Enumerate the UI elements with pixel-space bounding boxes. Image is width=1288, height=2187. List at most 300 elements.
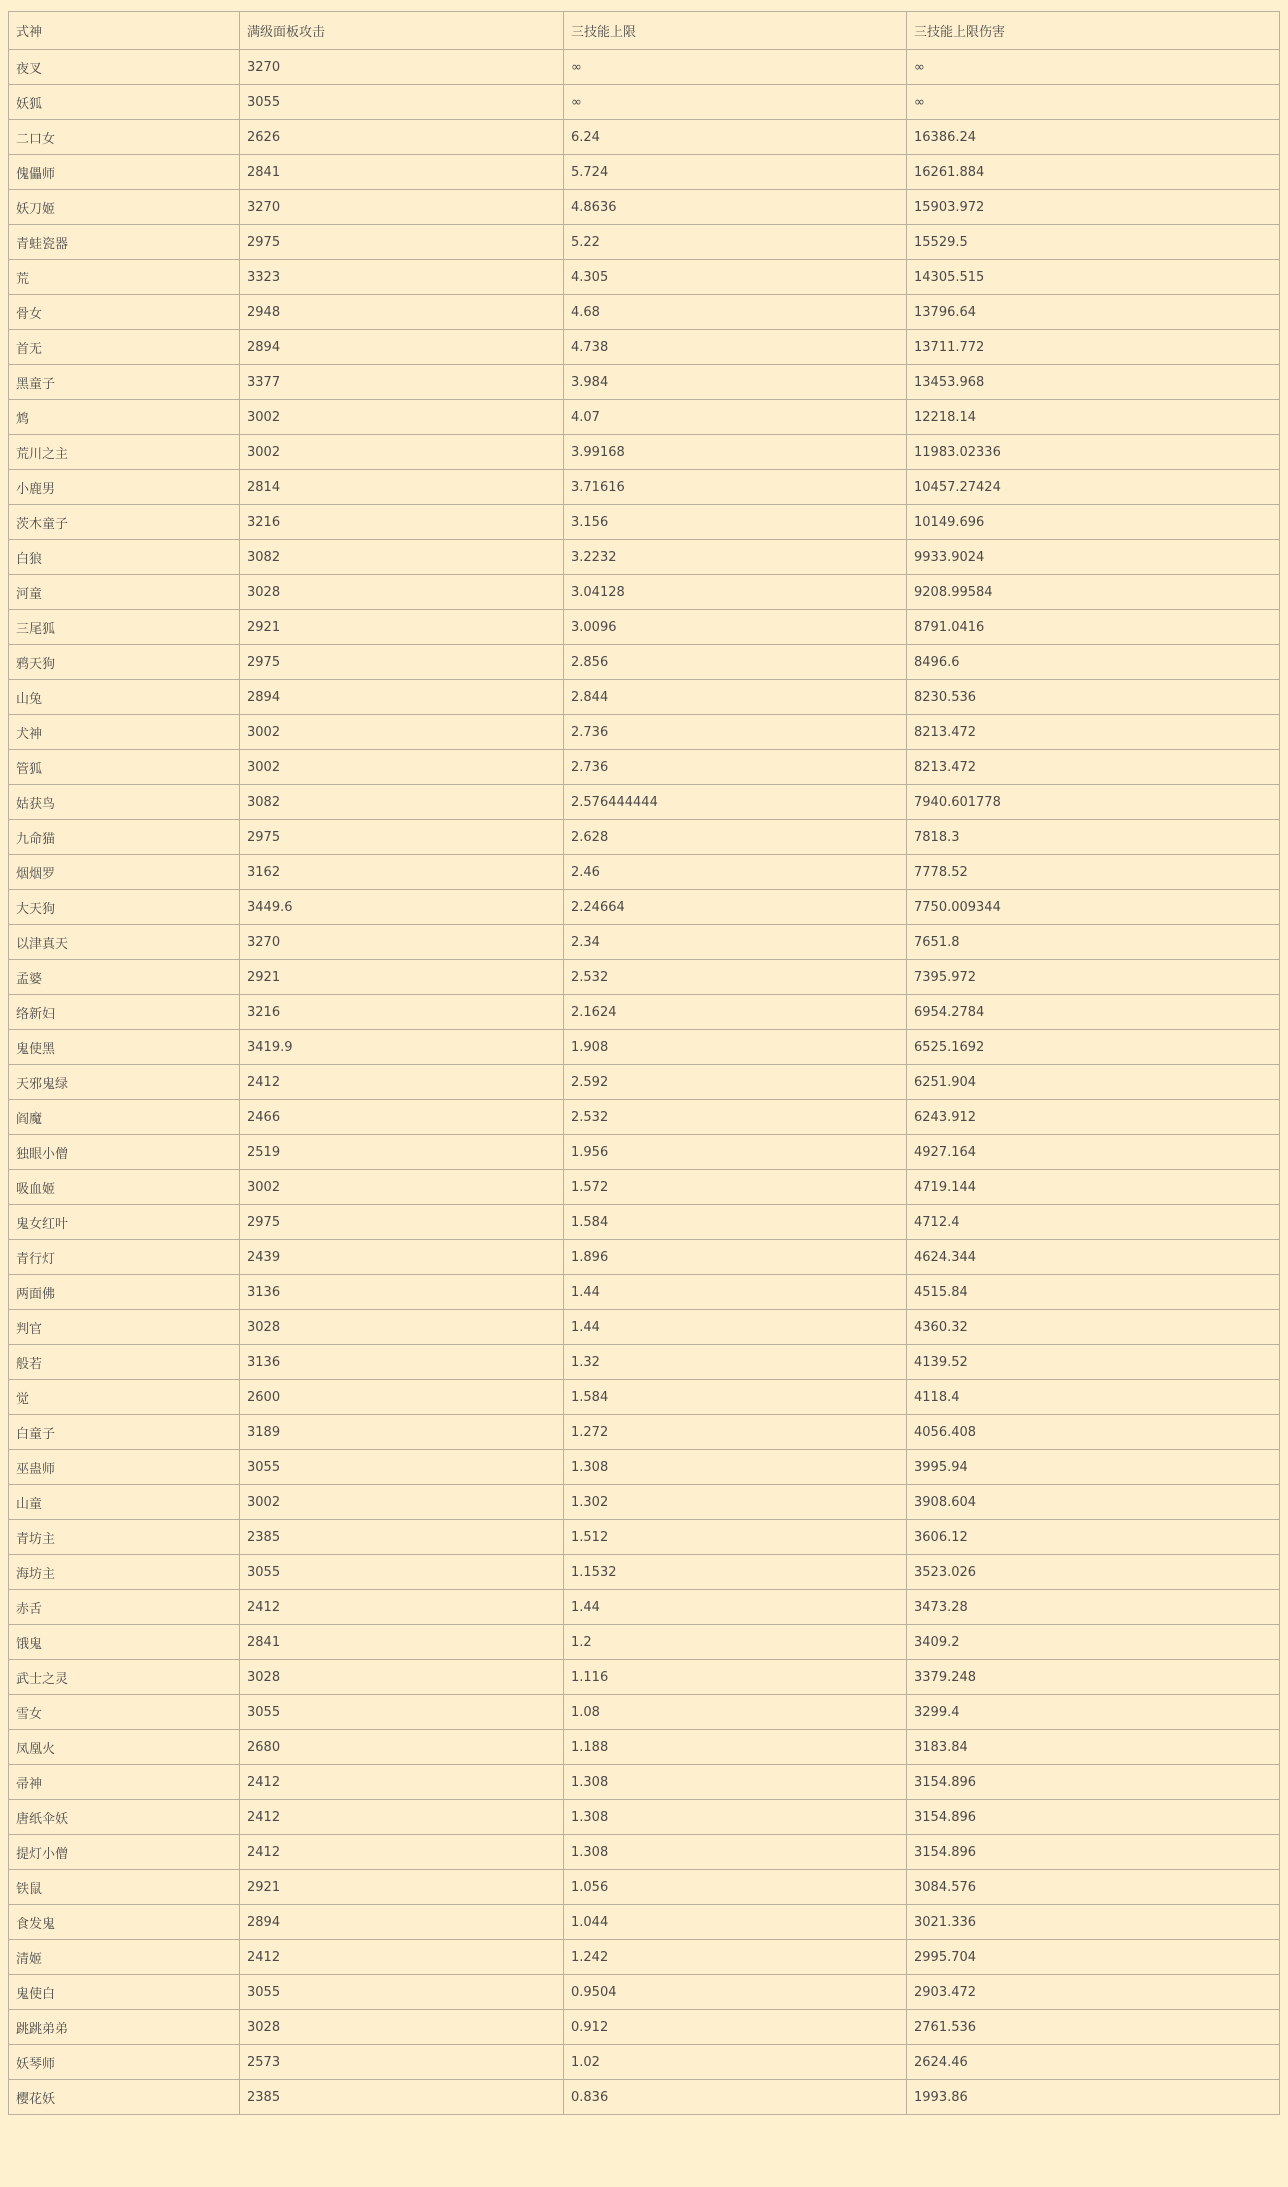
- cell-skill3-cap: 1.188: [564, 1730, 907, 1765]
- cell-skill3-cap: 3.99168: [564, 435, 907, 470]
- cell-skill3-cap-damage: 1993.86: [907, 2080, 1280, 2115]
- cell-skill3-cap-damage: 13453.968: [907, 365, 1280, 400]
- cell-max-attack: 3028: [240, 1660, 564, 1695]
- cell-skill3-cap: 4.8636: [564, 190, 907, 225]
- cell-max-attack: 2385: [240, 1520, 564, 1555]
- cell-skill3-cap-damage: 8496.6: [907, 645, 1280, 680]
- table-row: [9, 1905, 1280, 1940]
- cell-skill3-cap-damage: 12218.14: [907, 400, 1280, 435]
- cell-max-attack: 3028: [240, 1310, 564, 1345]
- cell-skill3-cap: 1.272: [564, 1415, 907, 1450]
- cell-max-attack: 3162: [240, 855, 564, 890]
- cell-max-attack: 3002: [240, 1170, 564, 1205]
- cell-shikigami: 巫蛊师: [9, 1450, 240, 1485]
- cell-shikigami: 山童: [9, 1485, 240, 1520]
- table-row: [9, 610, 1280, 645]
- table-row: [9, 365, 1280, 400]
- cell-shikigami: 以津真天: [9, 925, 240, 960]
- table-row: [9, 50, 1280, 85]
- cell-skill3-cap: 2.736: [564, 715, 907, 750]
- cell-max-attack: 3002: [240, 1485, 564, 1520]
- cell-skill3-cap-damage: 3021.336: [907, 1905, 1280, 1940]
- cell-max-attack: 3002: [240, 715, 564, 750]
- cell-skill3-cap: 1.908: [564, 1030, 907, 1065]
- cell-max-attack: 2519: [240, 1135, 564, 1170]
- cell-skill3-cap-damage: 4927.164: [907, 1135, 1280, 1170]
- cell-max-attack: 3082: [240, 540, 564, 575]
- cell-max-attack: 2466: [240, 1100, 564, 1135]
- cell-shikigami: 鬼使白: [9, 1975, 240, 2010]
- cell-skill3-cap: 2.628: [564, 820, 907, 855]
- cell-shikigami: 鸦天狗: [9, 645, 240, 680]
- cell-skill3-cap: ∞: [564, 85, 907, 120]
- cell-max-attack: 2412: [240, 1940, 564, 1975]
- table-row: [9, 820, 1280, 855]
- cell-skill3-cap: 1.308: [564, 1450, 907, 1485]
- cell-shikigami: 武士之灵: [9, 1660, 240, 1695]
- table-row: [9, 2010, 1280, 2045]
- cell-skill3-cap-damage: 7818.3: [907, 820, 1280, 855]
- table-row: [9, 295, 1280, 330]
- cell-shikigami: 荒川之主: [9, 435, 240, 470]
- header-shikigami: 式神: [9, 12, 240, 50]
- cell-max-attack: 3002: [240, 750, 564, 785]
- cell-skill3-cap: 4.07: [564, 400, 907, 435]
- cell-max-attack: 2385: [240, 2080, 564, 2115]
- cell-skill3-cap-damage: 4624.344: [907, 1240, 1280, 1275]
- cell-shikigami: 帚神: [9, 1765, 240, 1800]
- cell-skill3-cap-damage: 3908.604: [907, 1485, 1280, 1520]
- cell-max-attack: 3419.9: [240, 1030, 564, 1065]
- cell-shikigami: 妖狐: [9, 85, 240, 120]
- table-row: [9, 1555, 1280, 1590]
- cell-shikigami: 黑童子: [9, 365, 240, 400]
- table-row: [9, 120, 1280, 155]
- cell-max-attack: 3028: [240, 575, 564, 610]
- cell-shikigami: 饿鬼: [9, 1625, 240, 1660]
- cell-shikigami: 唐纸伞妖: [9, 1800, 240, 1835]
- table-row: [9, 155, 1280, 190]
- table-body: [9, 50, 1280, 2115]
- cell-shikigami: 夜叉: [9, 50, 240, 85]
- cell-shikigami: 鬼女红叶: [9, 1205, 240, 1240]
- cell-max-attack: 3055: [240, 1975, 564, 2010]
- cell-max-attack: 2975: [240, 645, 564, 680]
- cell-shikigami: 姑获鸟: [9, 785, 240, 820]
- cell-skill3-cap: 3.156: [564, 505, 907, 540]
- cell-shikigami: 鬼使黑: [9, 1030, 240, 1065]
- table-row: [9, 785, 1280, 820]
- table-row: [9, 890, 1280, 925]
- cell-skill3-cap-damage: 3183.84: [907, 1730, 1280, 1765]
- cell-shikigami: 小鹿男: [9, 470, 240, 505]
- cell-skill3-cap: 1.584: [564, 1380, 907, 1415]
- cell-skill3-cap: ∞: [564, 50, 907, 85]
- cell-shikigami: 阎魔: [9, 1100, 240, 1135]
- cell-skill3-cap: 1.44: [564, 1310, 907, 1345]
- cell-max-attack: 2412: [240, 1835, 564, 1870]
- cell-skill3-cap-damage: 8791.0416: [907, 610, 1280, 645]
- table-row: [9, 225, 1280, 260]
- cell-shikigami: 首无: [9, 330, 240, 365]
- cell-skill3-cap: 2.856: [564, 645, 907, 680]
- cell-max-attack: 3055: [240, 1695, 564, 1730]
- header-row: [9, 12, 1280, 50]
- table-row: [9, 1345, 1280, 1380]
- table-row: [9, 1030, 1280, 1065]
- cell-shikigami: 妖刀姬: [9, 190, 240, 225]
- cell-max-attack: 3270: [240, 50, 564, 85]
- cell-max-attack: 2439: [240, 1240, 564, 1275]
- cell-max-attack: 2680: [240, 1730, 564, 1765]
- cell-skill3-cap: 3.04128: [564, 575, 907, 610]
- cell-skill3-cap-damage: 7395.972: [907, 960, 1280, 995]
- header-skill3-cap-damage: 三技能上限伤害: [907, 12, 1280, 50]
- table-row: [9, 925, 1280, 960]
- cell-skill3-cap-damage: 6243.912: [907, 1100, 1280, 1135]
- cell-shikigami: 管狐: [9, 750, 240, 785]
- cell-shikigami: 赤舌: [9, 1590, 240, 1625]
- cell-max-attack: 2573: [240, 2045, 564, 2080]
- cell-max-attack: 3323: [240, 260, 564, 295]
- cell-shikigami: 白童子: [9, 1415, 240, 1450]
- cell-skill3-cap-damage: 10457.27424: [907, 470, 1280, 505]
- cell-shikigami: 孟婆: [9, 960, 240, 995]
- cell-shikigami: 凤凰火: [9, 1730, 240, 1765]
- cell-shikigami: 樱花妖: [9, 2080, 240, 2115]
- table-row: [9, 435, 1280, 470]
- cell-shikigami: 判官: [9, 1310, 240, 1345]
- table-row: [9, 470, 1280, 505]
- cell-max-attack: 2412: [240, 1800, 564, 1835]
- cell-skill3-cap-damage: 8213.472: [907, 715, 1280, 750]
- table-row: [9, 400, 1280, 435]
- cell-skill3-cap: 2.46: [564, 855, 907, 890]
- cell-skill3-cap: 1.308: [564, 1800, 907, 1835]
- cell-skill3-cap-damage: 11983.02336: [907, 435, 1280, 470]
- cell-skill3-cap-damage: 2624.46: [907, 2045, 1280, 2080]
- cell-shikigami: 两面佛: [9, 1275, 240, 1310]
- cell-skill3-cap-damage: 7940.601778: [907, 785, 1280, 820]
- table-row: [9, 1170, 1280, 1205]
- cell-skill3-cap-damage: 8213.472: [907, 750, 1280, 785]
- cell-shikigami: 河童: [9, 575, 240, 610]
- cell-max-attack: 3028: [240, 2010, 564, 2045]
- cell-skill3-cap: 3.2232: [564, 540, 907, 575]
- table-row: [9, 540, 1280, 575]
- cell-shikigami: 吸血姬: [9, 1170, 240, 1205]
- cell-skill3-cap-damage: 4719.144: [907, 1170, 1280, 1205]
- cell-shikigami: 海坊主: [9, 1555, 240, 1590]
- table-row: [9, 1205, 1280, 1240]
- table-row: [9, 750, 1280, 785]
- cell-skill3-cap-damage: 4360.32: [907, 1310, 1280, 1345]
- cell-max-attack: 2975: [240, 1205, 564, 1240]
- cell-skill3-cap: 2.576444444: [564, 785, 907, 820]
- cell-max-attack: 3002: [240, 435, 564, 470]
- cell-skill3-cap: 6.24: [564, 120, 907, 155]
- table-row: [9, 960, 1280, 995]
- cell-skill3-cap: 1.956: [564, 1135, 907, 1170]
- table-row: [9, 330, 1280, 365]
- cell-skill3-cap-damage: 3299.4: [907, 1695, 1280, 1730]
- shikigami-damage-table: [8, 11, 1280, 2115]
- cell-skill3-cap: 1.308: [564, 1765, 907, 1800]
- cell-skill3-cap-damage: 8230.536: [907, 680, 1280, 715]
- cell-skill3-cap-damage: 13796.64: [907, 295, 1280, 330]
- cell-max-attack: 2975: [240, 820, 564, 855]
- cell-skill3-cap: 5.22: [564, 225, 907, 260]
- cell-skill3-cap: 4.738: [564, 330, 907, 365]
- table-row: [9, 1835, 1280, 1870]
- cell-max-attack: 2894: [240, 1905, 564, 1940]
- table-row: [9, 995, 1280, 1030]
- cell-skill3-cap: 1.512: [564, 1520, 907, 1555]
- table-row: [9, 1625, 1280, 1660]
- cell-shikigami: 独眼小僧: [9, 1135, 240, 1170]
- cell-max-attack: 2814: [240, 470, 564, 505]
- cell-skill3-cap: 1.572: [564, 1170, 907, 1205]
- cell-max-attack: 3377: [240, 365, 564, 400]
- cell-skill3-cap: 2.592: [564, 1065, 907, 1100]
- header-skill3-cap: 三技能上限: [564, 12, 907, 50]
- cell-max-attack: 2412: [240, 1765, 564, 1800]
- cell-max-attack: 3216: [240, 995, 564, 1030]
- cell-max-attack: 3136: [240, 1345, 564, 1380]
- cell-skill3-cap-damage: 3154.896: [907, 1765, 1280, 1800]
- cell-max-attack: 3136: [240, 1275, 564, 1310]
- cell-shikigami: 跳跳弟弟: [9, 2010, 240, 2045]
- table-row: [9, 1870, 1280, 1905]
- table-row: [9, 1380, 1280, 1415]
- cell-skill3-cap: 1.32: [564, 1345, 907, 1380]
- cell-shikigami: 茨木童子: [9, 505, 240, 540]
- cell-shikigami: 骨女: [9, 295, 240, 330]
- table-row: [9, 2045, 1280, 2080]
- cell-skill3-cap: 1.08: [564, 1695, 907, 1730]
- cell-skill3-cap-damage: 3523.026: [907, 1555, 1280, 1590]
- table-row: [9, 1975, 1280, 2010]
- cell-skill3-cap-damage: 6251.904: [907, 1065, 1280, 1100]
- cell-max-attack: 3270: [240, 925, 564, 960]
- table-row: [9, 505, 1280, 540]
- cell-max-attack: 2412: [240, 1590, 564, 1625]
- table-row: [9, 1415, 1280, 1450]
- cell-shikigami: 九命猫: [9, 820, 240, 855]
- cell-max-attack: 2921: [240, 610, 564, 645]
- table-row: [9, 1450, 1280, 1485]
- table-row: [9, 645, 1280, 680]
- cell-shikigami: 青蛙瓷器: [9, 225, 240, 260]
- table-row: [9, 1240, 1280, 1275]
- cell-skill3-cap: 2.1624: [564, 995, 907, 1030]
- cell-skill3-cap-damage: 10149.696: [907, 505, 1280, 540]
- cell-skill3-cap: 1.044: [564, 1905, 907, 1940]
- cell-shikigami: 天邪鬼绿: [9, 1065, 240, 1100]
- cell-shikigami: 犬神: [9, 715, 240, 750]
- cell-shikigami: 食发鬼: [9, 1905, 240, 1940]
- cell-skill3-cap-damage: 3154.896: [907, 1800, 1280, 1835]
- cell-max-attack: 2412: [240, 1065, 564, 1100]
- table-row: [9, 260, 1280, 295]
- table-row: [9, 680, 1280, 715]
- table-row: [9, 1730, 1280, 1765]
- cell-shikigami: 青行灯: [9, 1240, 240, 1275]
- cell-max-attack: 2894: [240, 680, 564, 715]
- table-row: [9, 1065, 1280, 1100]
- cell-shikigami: 雪女: [9, 1695, 240, 1730]
- cell-skill3-cap-damage: 16261.884: [907, 155, 1280, 190]
- cell-skill3-cap-damage: 3473.28: [907, 1590, 1280, 1625]
- cell-shikigami: 三尾狐: [9, 610, 240, 645]
- cell-skill3-cap-damage: 3084.576: [907, 1870, 1280, 1905]
- cell-skill3-cap: 2.532: [564, 960, 907, 995]
- table-row: [9, 85, 1280, 120]
- cell-skill3-cap: 1.302: [564, 1485, 907, 1520]
- cell-shikigami: 妖琴师: [9, 2045, 240, 2080]
- cell-max-attack: 3449.6: [240, 890, 564, 925]
- cell-shikigami: 鸩: [9, 400, 240, 435]
- table-row: [9, 2080, 1280, 2115]
- table-row: [9, 855, 1280, 890]
- cell-shikigami: 铁鼠: [9, 1870, 240, 1905]
- cell-max-attack: 3055: [240, 1555, 564, 1590]
- cell-skill3-cap-damage: 15903.972: [907, 190, 1280, 225]
- cell-skill3-cap-damage: 7651.8: [907, 925, 1280, 960]
- cell-skill3-cap: 2.844: [564, 680, 907, 715]
- cell-skill3-cap: 0.836: [564, 2080, 907, 2115]
- cell-skill3-cap: 2.34: [564, 925, 907, 960]
- table-row: [9, 1590, 1280, 1625]
- table-row: [9, 1520, 1280, 1555]
- cell-skill3-cap-damage: 9933.9024: [907, 540, 1280, 575]
- cell-skill3-cap-damage: 15529.5: [907, 225, 1280, 260]
- cell-skill3-cap-damage: 3379.248: [907, 1660, 1280, 1695]
- cell-skill3-cap: 1.896: [564, 1240, 907, 1275]
- cell-skill3-cap: 1.116: [564, 1660, 907, 1695]
- cell-skill3-cap-damage: 13711.772: [907, 330, 1280, 365]
- cell-max-attack: 2975: [240, 225, 564, 260]
- cell-skill3-cap-damage: 4712.4: [907, 1205, 1280, 1240]
- cell-skill3-cap: 3.71616: [564, 470, 907, 505]
- cell-skill3-cap: 1.056: [564, 1870, 907, 1905]
- cell-max-attack: 3270: [240, 190, 564, 225]
- cell-shikigami: 般若: [9, 1345, 240, 1380]
- cell-max-attack: 3216: [240, 505, 564, 540]
- cell-shikigami: 络新妇: [9, 995, 240, 1030]
- cell-skill3-cap-damage: 3409.2: [907, 1625, 1280, 1660]
- cell-skill3-cap: 1.02: [564, 2045, 907, 2080]
- cell-skill3-cap: 1.2: [564, 1625, 907, 1660]
- table-row: [9, 190, 1280, 225]
- cell-shikigami: 山兔: [9, 680, 240, 715]
- table-row: [9, 1275, 1280, 1310]
- table-row: [9, 1940, 1280, 1975]
- cell-skill3-cap-damage: 2903.472: [907, 1975, 1280, 2010]
- cell-shikigami: 清姬: [9, 1940, 240, 1975]
- cell-skill3-cap-damage: 4515.84: [907, 1275, 1280, 1310]
- table-row: [9, 1135, 1280, 1170]
- cell-shikigami: 青坊主: [9, 1520, 240, 1555]
- cell-skill3-cap: 0.9504: [564, 1975, 907, 2010]
- table-row: [9, 1800, 1280, 1835]
- cell-max-attack: 2894: [240, 330, 564, 365]
- cell-skill3-cap: 3.984: [564, 365, 907, 400]
- cell-shikigami: 二口女: [9, 120, 240, 155]
- cell-skill3-cap: 1.308: [564, 1835, 907, 1870]
- cell-skill3-cap-damage: 6525.1692: [907, 1030, 1280, 1065]
- cell-skill3-cap-damage: 2995.704: [907, 1940, 1280, 1975]
- cell-max-attack: 2948: [240, 295, 564, 330]
- cell-max-attack: 2841: [240, 155, 564, 190]
- cell-skill3-cap: 1.44: [564, 1275, 907, 1310]
- cell-skill3-cap: 2.532: [564, 1100, 907, 1135]
- cell-shikigami: 荒: [9, 260, 240, 295]
- cell-skill3-cap-damage: ∞: [907, 50, 1280, 85]
- cell-max-attack: 2921: [240, 1870, 564, 1905]
- cell-skill3-cap-damage: ∞: [907, 85, 1280, 120]
- table-header: [9, 12, 1280, 50]
- cell-skill3-cap-damage: 4139.52: [907, 1345, 1280, 1380]
- cell-skill3-cap: 1.242: [564, 1940, 907, 1975]
- table-row: [9, 1765, 1280, 1800]
- cell-skill3-cap: 1.584: [564, 1205, 907, 1240]
- cell-max-attack: 3002: [240, 400, 564, 435]
- table-row: [9, 1310, 1280, 1345]
- cell-skill3-cap-damage: 7778.52: [907, 855, 1280, 890]
- cell-skill3-cap: 5.724: [564, 155, 907, 190]
- cell-skill3-cap-damage: 9208.99584: [907, 575, 1280, 610]
- table-row: [9, 1660, 1280, 1695]
- cell-max-attack: 3082: [240, 785, 564, 820]
- cell-shikigami: 提灯小僧: [9, 1835, 240, 1870]
- cell-max-attack: 2600: [240, 1380, 564, 1415]
- cell-shikigami: 傀儡师: [9, 155, 240, 190]
- cell-shikigami: 白狼: [9, 540, 240, 575]
- cell-skill3-cap-damage: 2761.536: [907, 2010, 1280, 2045]
- cell-skill3-cap-damage: 4118.4: [907, 1380, 1280, 1415]
- cell-skill3-cap: 2.736: [564, 750, 907, 785]
- cell-shikigami: 大天狗: [9, 890, 240, 925]
- cell-skill3-cap: 0.912: [564, 2010, 907, 2045]
- cell-skill3-cap-damage: 3995.94: [907, 1450, 1280, 1485]
- cell-skill3-cap: 4.68: [564, 295, 907, 330]
- cell-shikigami: 觉: [9, 1380, 240, 1415]
- cell-skill3-cap-damage: 3606.12: [907, 1520, 1280, 1555]
- cell-skill3-cap-damage: 16386.24: [907, 120, 1280, 155]
- table-row: [9, 575, 1280, 610]
- cell-skill3-cap-damage: 3154.896: [907, 1835, 1280, 1870]
- cell-max-attack: 2841: [240, 1625, 564, 1660]
- cell-skill3-cap-damage: 6954.2784: [907, 995, 1280, 1030]
- cell-skill3-cap: 1.1532: [564, 1555, 907, 1590]
- table-row: [9, 1485, 1280, 1520]
- cell-skill3-cap: 4.305: [564, 260, 907, 295]
- cell-skill3-cap: 1.44: [564, 1590, 907, 1625]
- cell-skill3-cap: 3.0096: [564, 610, 907, 645]
- cell-shikigami: 烟烟罗: [9, 855, 240, 890]
- cell-skill3-cap-damage: 14305.515: [907, 260, 1280, 295]
- cell-skill3-cap: 2.24664: [564, 890, 907, 925]
- cell-max-attack: 3055: [240, 1450, 564, 1485]
- cell-max-attack: 2626: [240, 120, 564, 155]
- table-row: [9, 1100, 1280, 1135]
- cell-max-attack: 2921: [240, 960, 564, 995]
- table-row: [9, 715, 1280, 750]
- cell-skill3-cap-damage: 7750.009344: [907, 890, 1280, 925]
- header-max-attack: 满级面板攻击: [240, 12, 564, 50]
- cell-skill3-cap-damage: 4056.408: [907, 1415, 1280, 1450]
